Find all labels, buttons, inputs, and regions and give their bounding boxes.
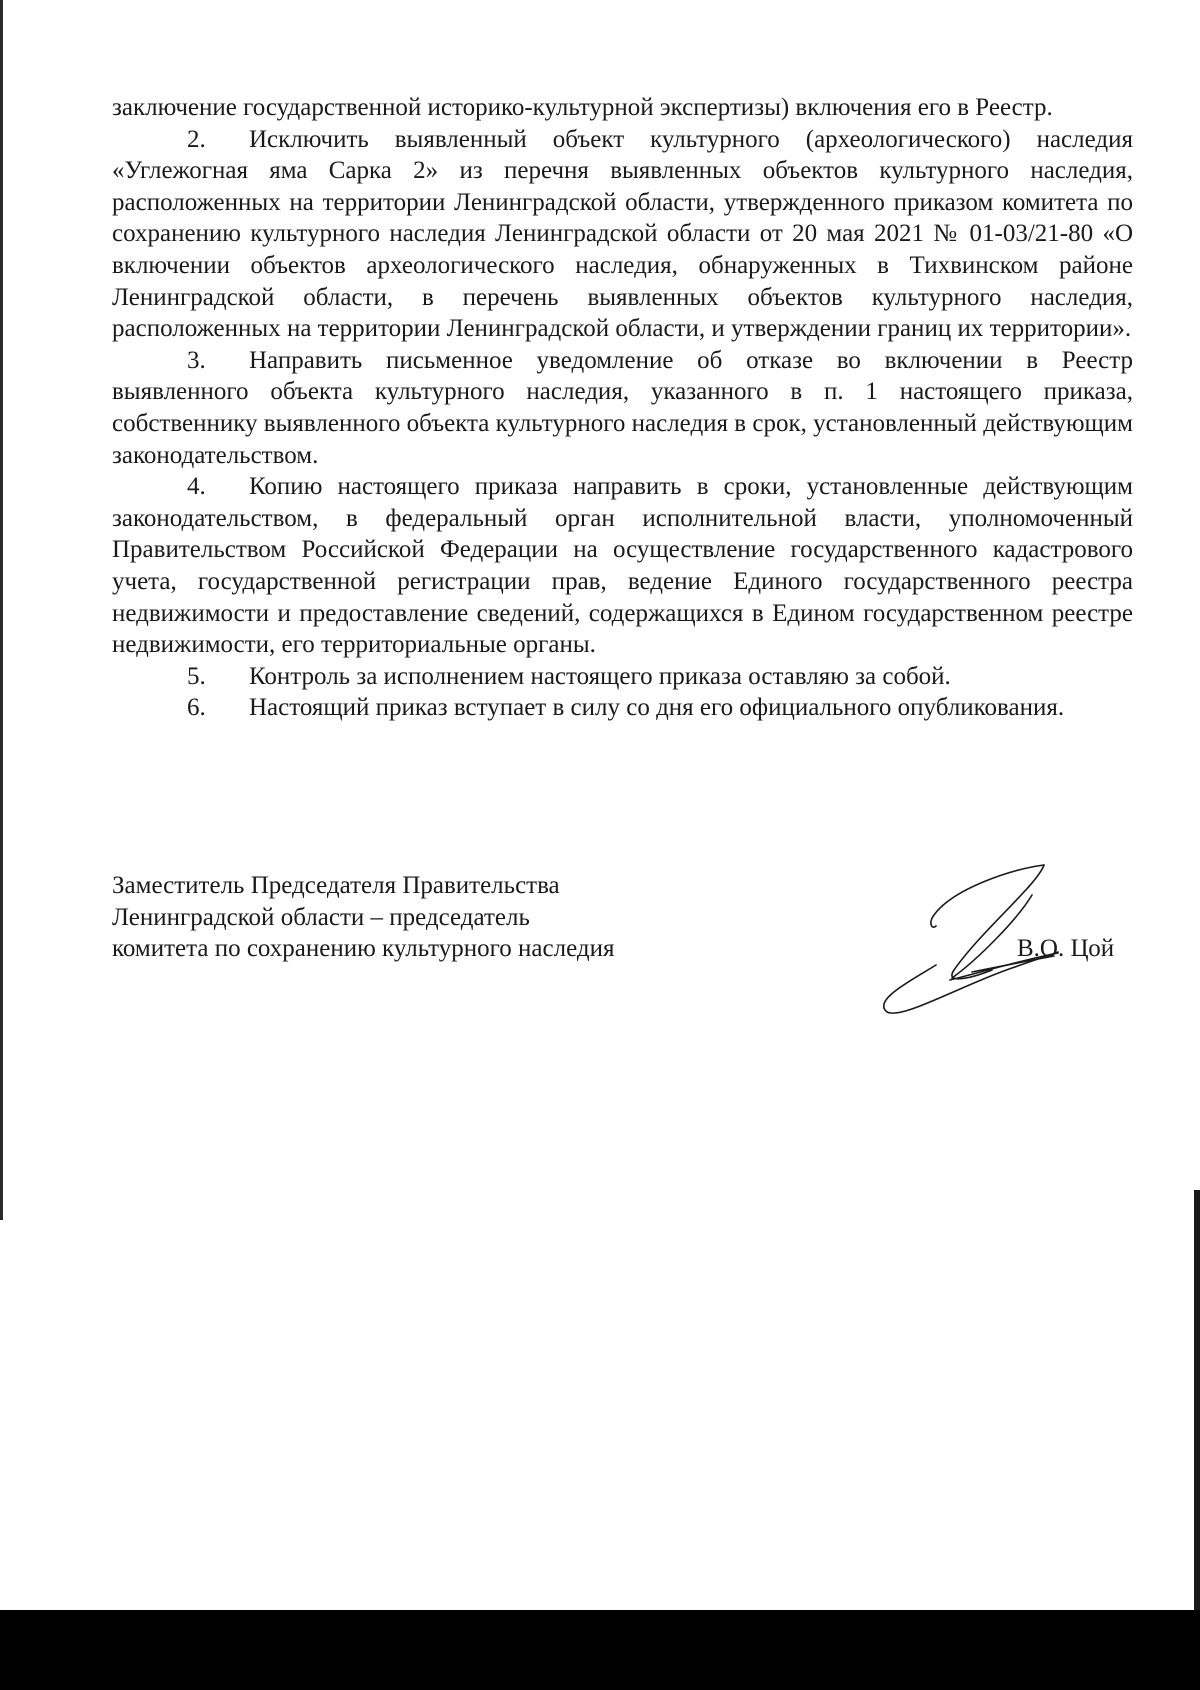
scan-bottom-bar (0, 1610, 1200, 1690)
item-number: 4. (187, 473, 206, 501)
item-text: Настоящий приказ вступает в силу со дня его официального опубликования. (249, 694, 1065, 722)
paragraph-item-6 (112, 692, 1133, 724)
item-number: 5. (187, 662, 206, 690)
scan-edge-left (0, 0, 3, 1220)
paragraph-item-2 (112, 124, 1133, 345)
item-text: Копию настоящего приказа направить в сроки, установленные действующим законодательством, в федеральный орган исполнительной власти, уполномоченный Правительством Российской Федерации на осуществление государственного кадастрового учета, государственной регистрации прав, ведение Единого государственного реестра недвижимости и предоставление сведений, содержащихся в Едином государственном реестре недвижимости, его территориальные органы. (112, 473, 1133, 659)
item-text: Контроль за исполнением настоящего приказа оставляю за собой. (249, 662, 951, 690)
signer-title-line: Ленинградской области – председатель (112, 903, 530, 931)
signer-name: В.О. Цой (1017, 935, 1115, 962)
item-text: Направить письменное уведомление об отказе во включении в Реестр выявленного объекта культурного наследия, указанного в п. 1 настоящего приказа, собственнику выявленного объекта культурного наследия в срок, установленный действующим законодательством. (112, 346, 1133, 469)
paragraph-item-5 (112, 661, 1133, 693)
item-number: 2. (187, 125, 206, 153)
signature-block (112, 870, 1133, 1030)
paragraph-continuation: заключение государственной историко-культурной экспертизы) включения его в Реестр. (112, 94, 1053, 121)
item-text: Исключить выявленный объект культурного (археологического) наследия «Углежогная яма Сарка 2» из перечня выявленных объектов культурного наследия, расположенных на территории Ленинградской области, утвержденного приказом комитета по сохранению культурного наследия Ленинградской области от 20 мая 2021 № 01-03/21-80 «О включении объектов археологического наследия, обнаруженных в Тихвинском районе Ленинградской области, в перечень выявленных объектов культурного наследия, расположенных на территории Ленинградской области, и утверждении границ их территории». (112, 125, 1133, 343)
document-body (112, 92, 1133, 724)
paragraph-item-3 (112, 345, 1133, 471)
signer-title-line: Заместитель Председателя Правительства (112, 872, 560, 899)
paragraph-item-4 (112, 471, 1133, 661)
item-number: 3. (187, 346, 206, 374)
signer-title-line: комитета по сохранению культурного наследия (112, 935, 615, 963)
scan-edge-right (1194, 1190, 1200, 1610)
item-number: 6. (187, 694, 206, 722)
